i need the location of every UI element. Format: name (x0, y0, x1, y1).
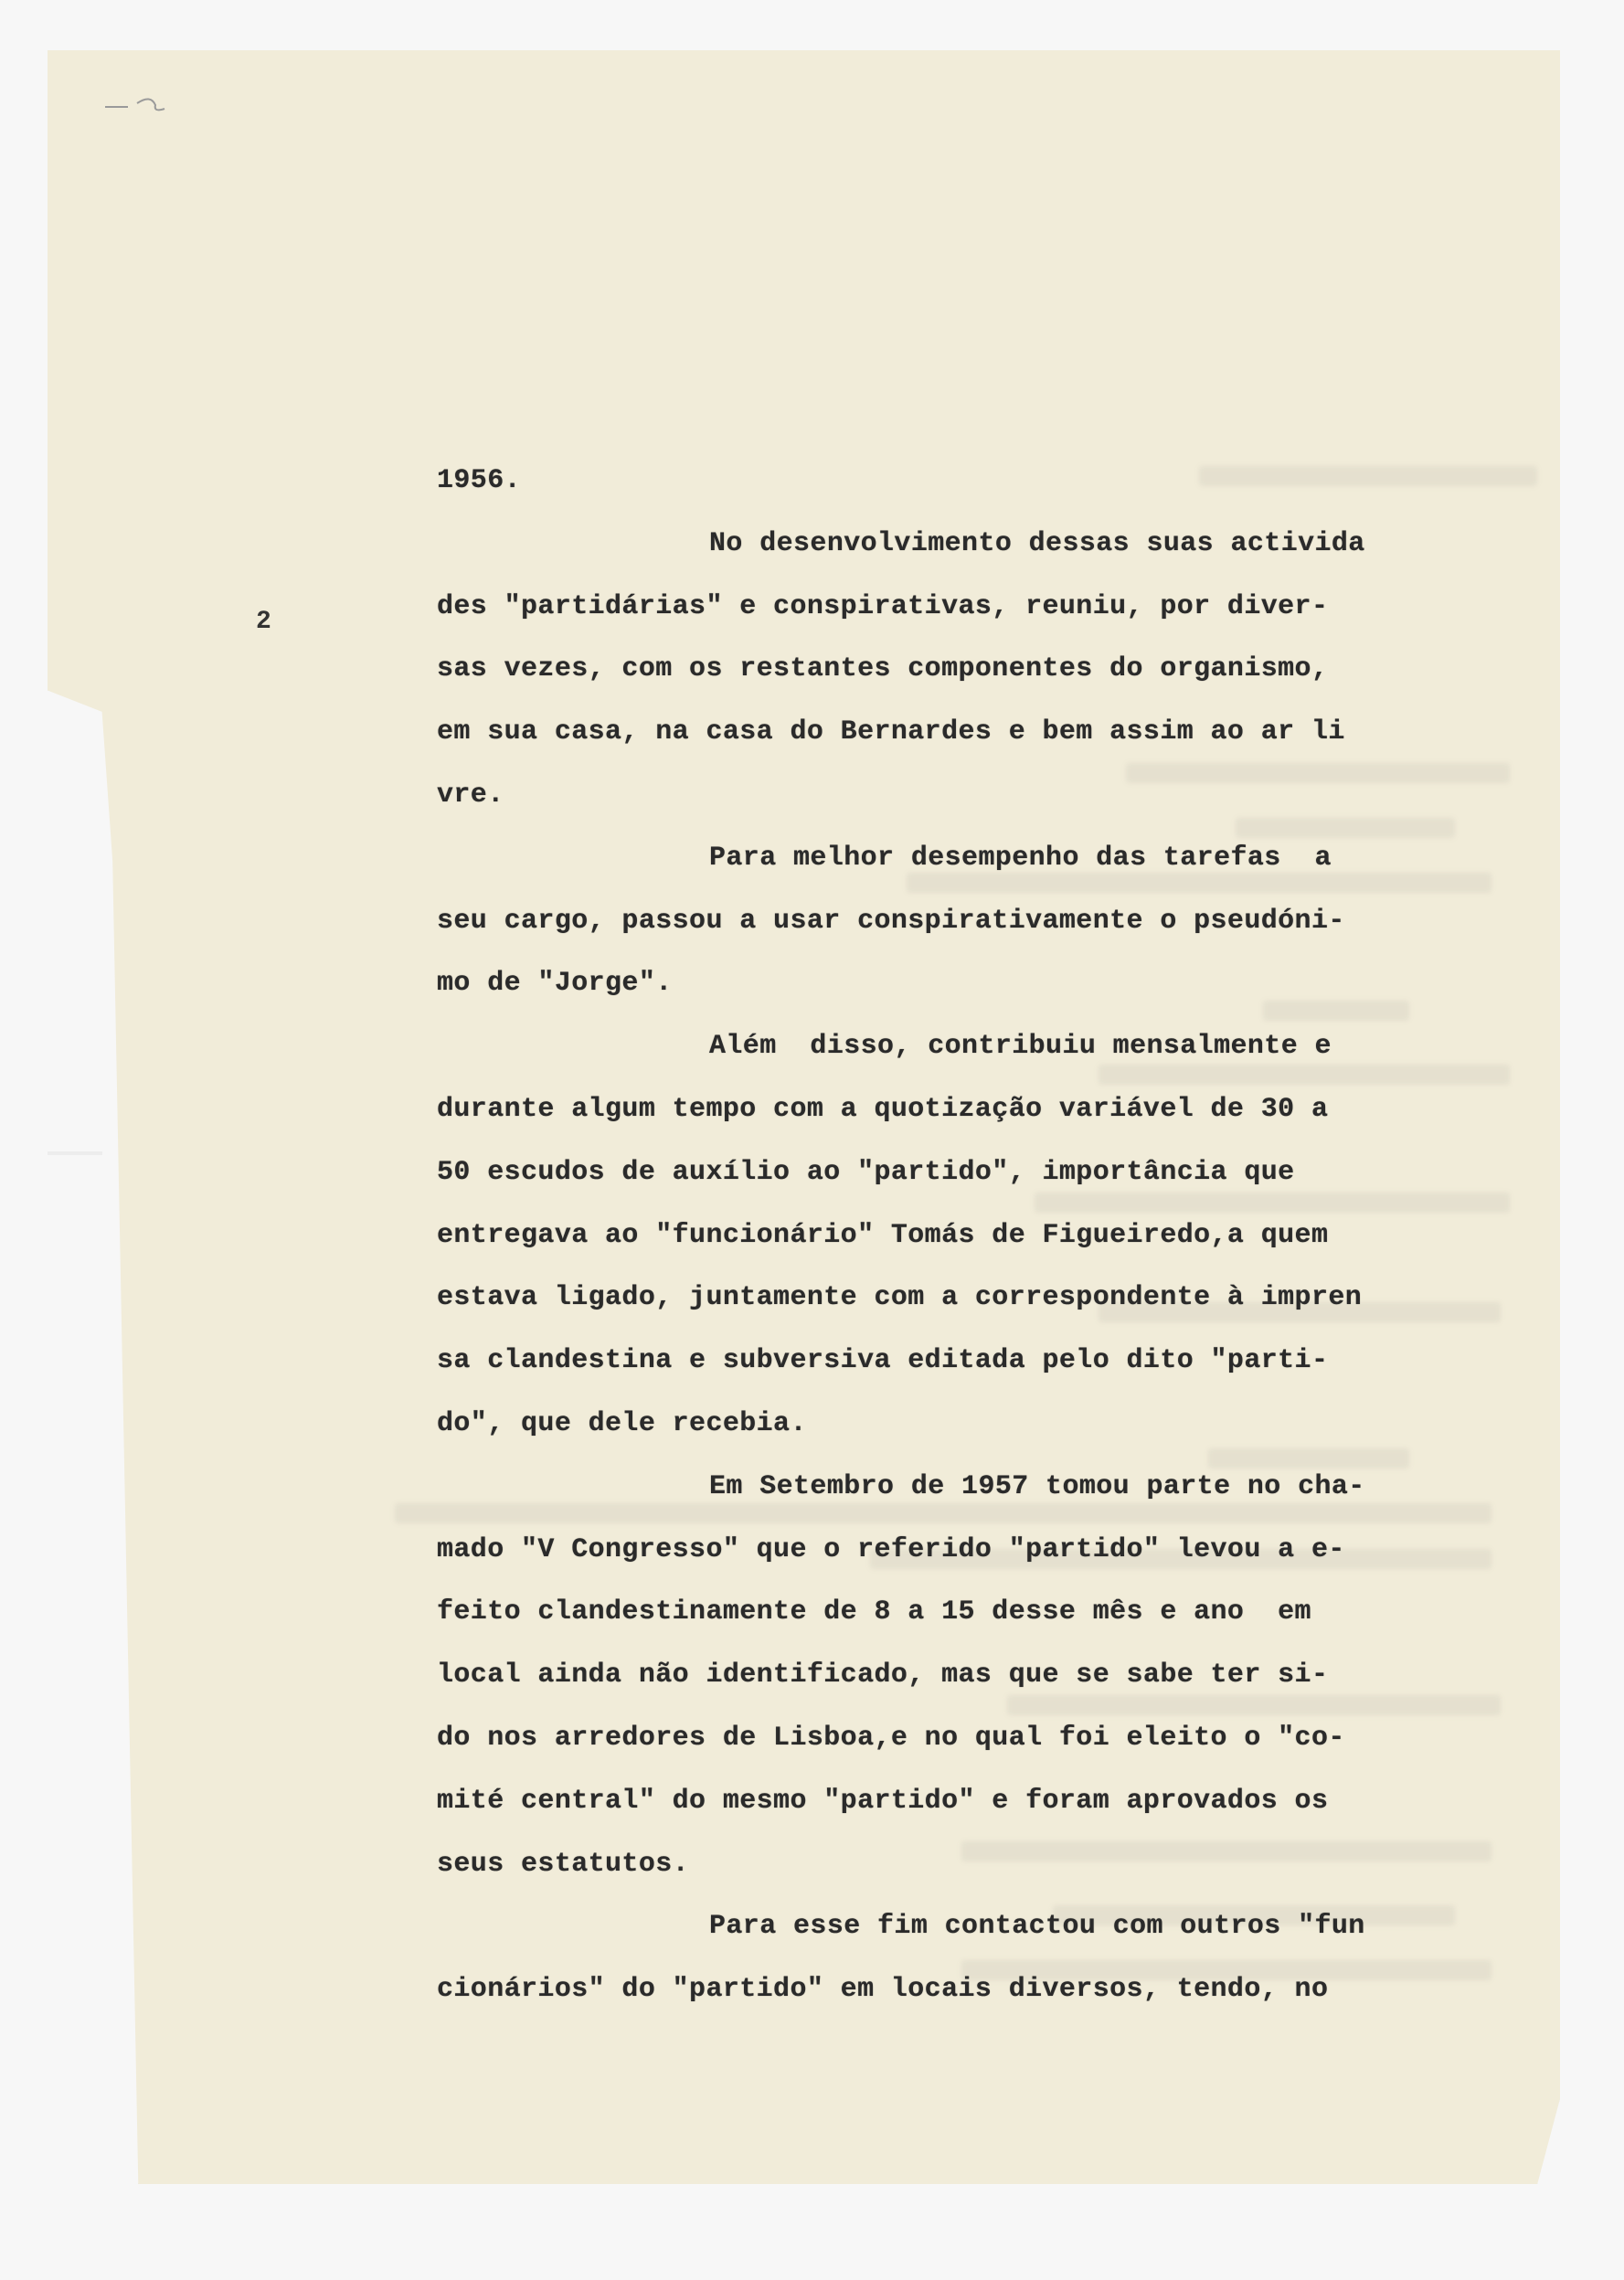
text-line: estava ligado, juntamente com a correspondente à impren (437, 1282, 1363, 1314)
text-line: local ainda não identificado, mas que se sabe ter si- (437, 1660, 1329, 1691)
text-line: feito clandestinamente de 8 a 15 desse mês e ano em (437, 1596, 1311, 1628)
text-line: do", que dele recebia. (437, 1407, 807, 1439)
pencil-mark-icon (101, 87, 183, 123)
text-line: des "partidárias" e conspirativas, reuniu, por diver- (437, 590, 1329, 622)
text-line: seu cargo, passou a usar conspirativamente o pseudóni- (437, 905, 1345, 937)
text-line: mité central" do mesmo "partido" e foram aprovados os (437, 1785, 1329, 1817)
text-line: sa clandestina e subversiva editada pelo dito "parti- (437, 1345, 1329, 1377)
text-line: Além disso, contribuiu mensalmente e (709, 1031, 1332, 1063)
text-line: Em Setembro de 1957 tomou parte no cha- (709, 1470, 1365, 1502)
text-line: entregava ao "funcionário" Tomás de Figueiredo,a quem (437, 1219, 1329, 1251)
text-line: No desenvolvimento dessas suas activida (709, 527, 1365, 559)
text-line: em sua casa, na casa do Bernardes e bem assim ao ar li (437, 716, 1345, 748)
paper-fold-shadow (48, 1151, 102, 1155)
text-line: do nos arredores de Lisboa,e no qual foi eleito o "co- (437, 1722, 1345, 1754)
text-line: mo de "Jorge". (437, 968, 673, 1000)
text-line: Para melhor desempenho das tarefas a (709, 842, 1332, 874)
text-line: Para esse fim contactou com outros "fun (709, 1911, 1365, 1943)
text-line: seus estatutos. (437, 1848, 690, 1880)
typed-text-body (437, 450, 1433, 2021)
page-number: 2 (256, 608, 271, 636)
text-line: mado "V Congresso" que o referido "partido" levou a e- (437, 1533, 1345, 1565)
text-line: 50 escudos de auxílio ao "partido", importância que (437, 1156, 1295, 1188)
text-line: durante algum tempo com a quotização variável de 30 a (437, 1093, 1329, 1125)
text-line: vre. (437, 779, 504, 811)
text-line: 1956. (437, 465, 522, 496)
text-line: cionários" do "partido" em locais diversos, tendo, no (437, 1974, 1329, 2006)
text-line: sas vezes, com os restantes componentes do organismo, (437, 653, 1329, 685)
